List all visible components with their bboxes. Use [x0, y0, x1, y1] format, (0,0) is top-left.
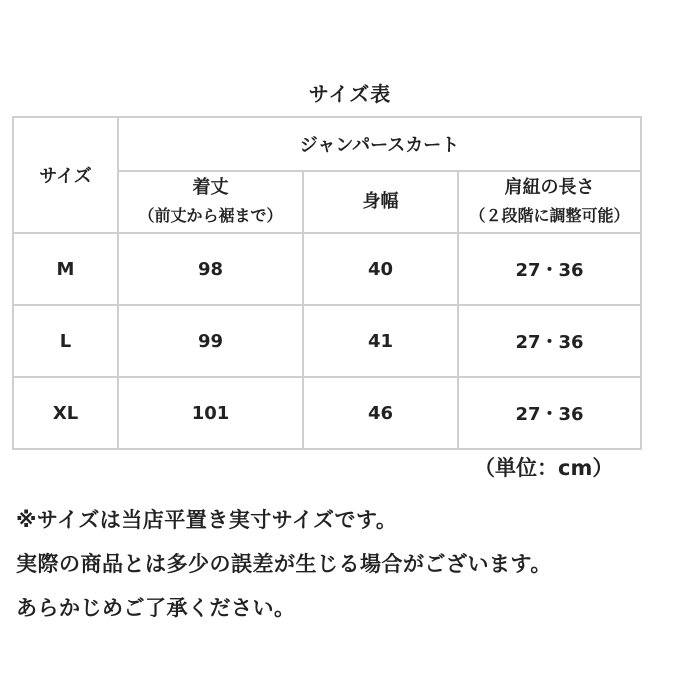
column-header-width: [303, 171, 458, 233]
length-cell: 99: [118, 305, 303, 377]
column-header-note: （前丈から裾まで）: [138, 206, 283, 225]
table-row: [13, 305, 641, 377]
table-header-row: [13, 117, 641, 171]
width-cell: 40: [303, 233, 458, 305]
size-chart-title: サイズ表: [308, 82, 392, 106]
table-row: [13, 233, 641, 305]
notes: [16, 498, 696, 630]
width-cell: 46: [303, 377, 458, 449]
column-header-label: 肩紐の長さ: [504, 177, 595, 198]
length-cell: 101: [118, 377, 303, 449]
strap-cell: 27・36: [458, 233, 641, 305]
length-cell: 98: [118, 233, 303, 305]
note-line: 実際の商品とは多少の誤差が生じる場合がございます。: [16, 552, 552, 576]
column-header-label: 着丈: [192, 177, 229, 198]
note-line: あらかじめご了承ください。: [16, 596, 296, 620]
size-cell: M: [13, 233, 118, 305]
column-header-label: 身幅: [362, 191, 399, 212]
table-row: [13, 377, 641, 449]
column-header-strap-length: [458, 171, 641, 233]
size-cell: L: [13, 305, 118, 377]
column-header-length: [118, 171, 303, 233]
column-header-note: （２段階に調整可能）: [469, 206, 630, 225]
note-line: ※サイズは当店平置き実寸サイズです。: [16, 508, 398, 532]
size-header-cell: サイズ: [13, 117, 118, 233]
unit-label: （単位：cm）: [474, 456, 614, 480]
width-cell: 41: [303, 305, 458, 377]
strap-cell: 27・36: [458, 305, 641, 377]
product-group-header: ジャンパースカート: [118, 117, 641, 171]
size-cell: XL: [13, 377, 118, 449]
size-table: [12, 116, 642, 450]
strap-cell: 27・36: [458, 377, 641, 449]
